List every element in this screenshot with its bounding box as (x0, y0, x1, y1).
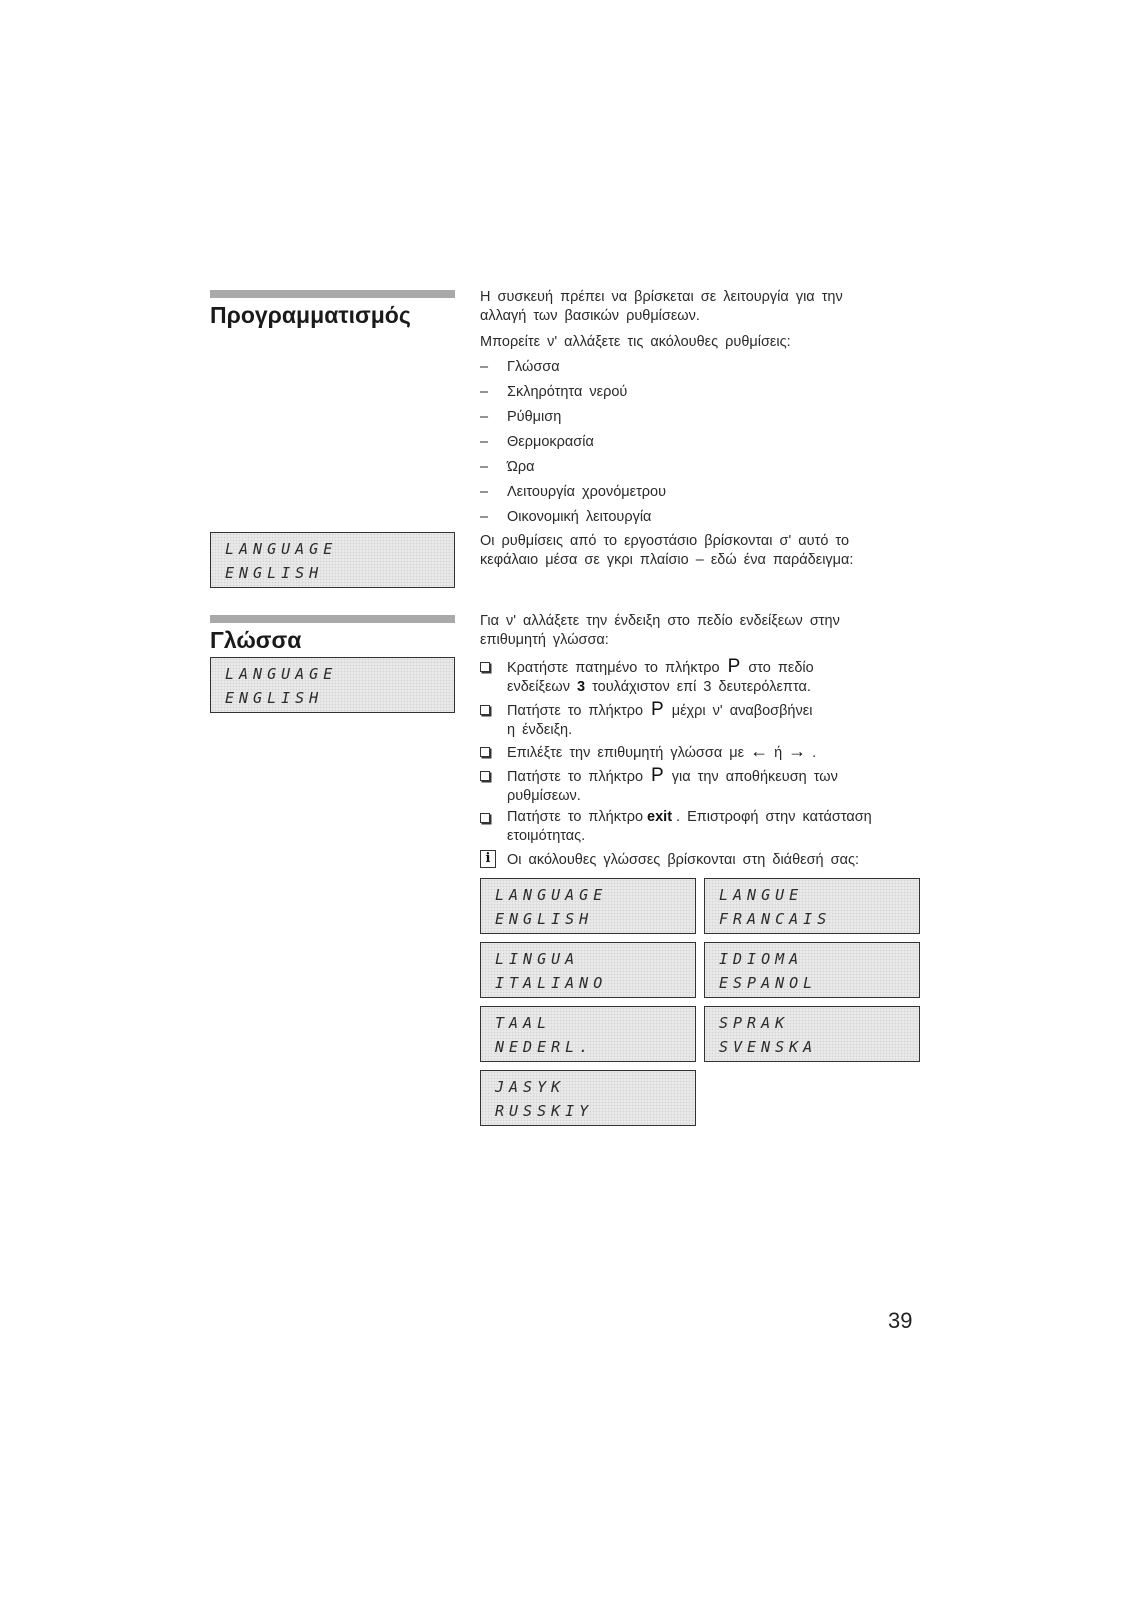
step-3: Επιλέξτε την επιθυμητή γλώσσα με ← ή → . (480, 742, 916, 763)
section-rule-language (210, 615, 455, 623)
key-exit-label: exit (647, 809, 673, 825)
checkbox-bullet-icon (480, 662, 490, 672)
language-lcd-display: LANGUAGE ENGLISH (210, 657, 455, 713)
step-4: Πατήστε το πλήκτρο P για την αποθήκευση των ρυθμίσεων. (480, 766, 916, 806)
lcd-language-french: LANGUE FRANCAIS (704, 878, 920, 934)
lcd-language-swedish: SPRAK SVENSKA (704, 1006, 920, 1062)
factory-settings-note: Οι ρυθμίσεις από το εργοστάσιο βρίσκονται σ' αυτό το κεφάλαιο μέσα σε γκρι πλαίσιο – εδώ ένα παράδειγμα: (480, 533, 854, 568)
checkbox-bullet-icon (480, 813, 490, 823)
step-5: Πατήστε το πλήκτρο exit . Επιστροφή στην κατάσταση ετοιμότητας. (480, 808, 916, 846)
checkbox-bullet-icon (480, 705, 490, 715)
key-p-icon: P (651, 699, 664, 720)
lcd-language-italian: LINGUA ITALIANO (480, 942, 696, 998)
info-text: Οι ακόλουθες γλώσσες βρίσκονται στη διάθεσή σας: (507, 852, 859, 868)
example-lcd-display: LANGUAGE ENGLISH (210, 532, 455, 588)
heading-programming: Προγραμματισμός (210, 302, 411, 328)
lcd-language-dutch: TAAL NEDERL. (480, 1006, 696, 1062)
lcd-language-spanish: IDIOMA ESPANOL (704, 942, 920, 998)
language-intro: Για ν' αλλάξετε την ένδειξη στο πεδίο ενδείξεων στην επιθυμητή γλώσσα: (480, 613, 840, 648)
section-rule-programming (210, 290, 455, 298)
step-2: Πατήστε το πλήκτρο P μέχρι ν' αναβοσβήνει η ένδειξη. (480, 700, 916, 740)
step-1: Κρατήστε πατημένο το πλήκτρο P στο πεδίο ενδείξεων 3 τουλάχιστον επί 3 δευτερόλεπτα. (480, 657, 916, 697)
heading-language: Γλώσσα (210, 627, 302, 653)
key-p-icon: P (727, 656, 741, 677)
checkbox-bullet-icon (480, 747, 490, 757)
lcd-language-english: LANGUAGE ENGLISH (480, 878, 696, 934)
checkbox-bullet-icon (480, 771, 490, 781)
arrow-left-icon: ← (750, 741, 769, 761)
intro-paragraph: Η συσκευή πρέπει να βρίσκεται σε λειτουργία για την αλλαγή των βασικών ρυθμίσεων. (480, 289, 843, 324)
lcd-language-russian: JASYK RUSSKIY (480, 1070, 696, 1126)
arrow-right-icon: → (788, 741, 807, 761)
page-number: 39 (888, 1308, 913, 1333)
key-p-icon: P (651, 765, 664, 786)
settings-intro: Μπορείτε ν' αλλάξετε τις ακόλουθες ρυθμίσεις: (480, 334, 791, 350)
info-icon: i (480, 850, 496, 868)
